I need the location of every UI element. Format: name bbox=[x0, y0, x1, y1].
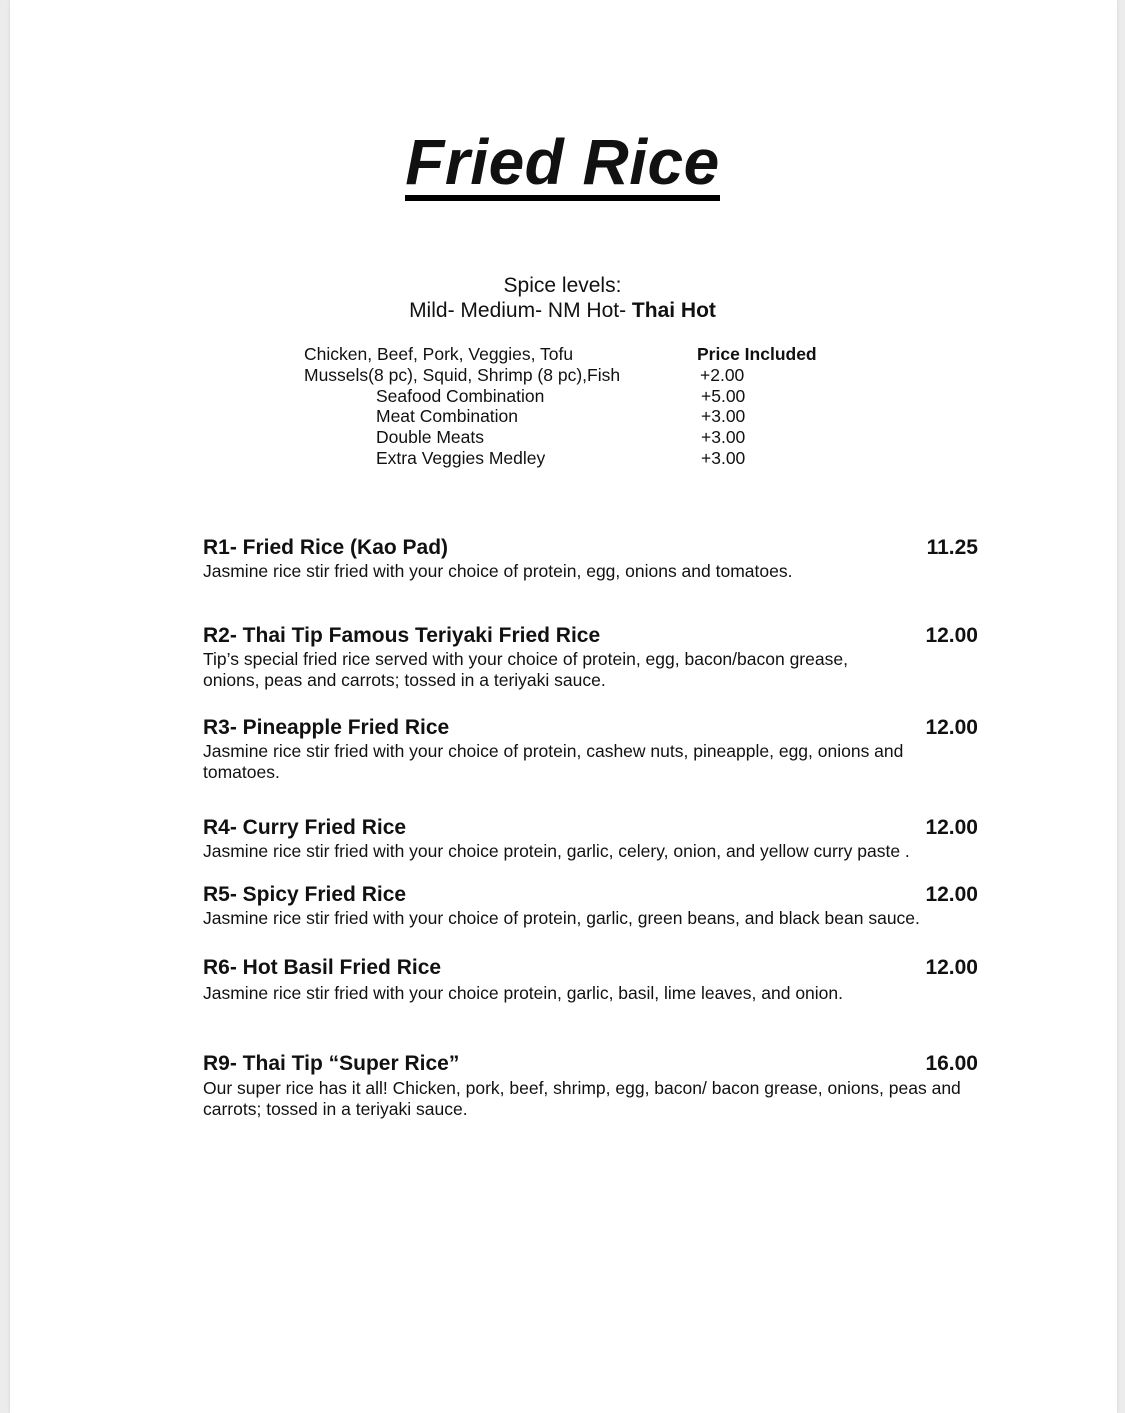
menu-item-price: 16.00 bbox=[925, 1052, 978, 1075]
menu-item-price: 12.00 bbox=[925, 716, 978, 739]
menu-item-description: Jasmine rice stir fried with your choice of protein, cashew nuts, pineapple, egg, onions and tomatoes. bbox=[203, 741, 904, 782]
spice-levels-regular: Mild- Medium- NM Hot- bbox=[409, 299, 632, 322]
menu-item bbox=[203, 882, 978, 929]
option-price: Price Included bbox=[697, 344, 817, 364]
menu-item-price: 11.25 bbox=[926, 536, 978, 559]
menu-item bbox=[203, 535, 978, 582]
menu-item-description: Our super rice has it all! Chicken, pork, beef, shrimp, egg, bacon/ bacon grease, onions, peas and carrots; tossed in a teriyaki sauce. bbox=[203, 1078, 961, 1119]
option-label: Double Meats bbox=[376, 427, 484, 447]
menu-page bbox=[10, 0, 1117, 1413]
menu-item-name: R6- Hot Basil Fried Rice bbox=[203, 956, 442, 979]
menu-item-name: R1- Fried Rice (Kao Pad) bbox=[203, 536, 449, 559]
option-price: +3.00 bbox=[701, 427, 746, 447]
menu-item-description: Jasmine rice stir fried with your choice of protein, garlic, green beans, and black bean sauce. bbox=[203, 908, 920, 928]
menu-item-name: R5- Spicy Fried Rice bbox=[203, 883, 407, 906]
option-price: +3.00 bbox=[701, 406, 746, 426]
option-label: Mussels(8 pc), Squid, Shrimp (8 pc),Fish bbox=[304, 365, 621, 385]
menu-item-description: Jasmine rice stir fried with your choice protein, garlic, celery, onion, and yellow curry paste . bbox=[203, 841, 910, 861]
menu-item-name: R4- Curry Fried Rice bbox=[203, 816, 407, 839]
option-label: Seafood Combination bbox=[376, 386, 545, 406]
menu-item-name: R2- Thai Tip Famous Teriyaki Fried Rice bbox=[203, 624, 601, 647]
menu-item-name: R9- Thai Tip “Super Rice” bbox=[203, 1052, 460, 1075]
option-label: Extra Veggies Medley bbox=[376, 448, 546, 468]
menu-item bbox=[203, 623, 978, 690]
menu-item-price: 12.00 bbox=[925, 883, 978, 906]
option-price: +5.00 bbox=[701, 386, 746, 406]
option-price: +2.00 bbox=[700, 365, 745, 385]
menu-item bbox=[203, 955, 978, 1004]
option-label: Chicken, Beef, Pork, Veggies, Tofu bbox=[304, 344, 574, 364]
menu-item-description: Jasmine rice stir fried with your choice of protein, egg, onions and tomatoes. bbox=[203, 561, 793, 581]
spice-levels-heading: Spice levels: bbox=[503, 274, 622, 297]
menu-item-description: Jasmine rice stir fried with your choice protein, garlic, basil, lime leaves, and onion. bbox=[203, 983, 844, 1003]
page-title bbox=[0, 124, 1125, 201]
option-label: Meat Combination bbox=[376, 406, 519, 426]
menu-item-price: 12.00 bbox=[925, 816, 978, 839]
spice-levels-list bbox=[0, 298, 1125, 323]
menu-item-price: 12.00 bbox=[925, 956, 978, 979]
menu-item-description: Tip’s special fried rice served with your choice of protein, egg, bacon/bacon grease, onions, peas and carrots; tossed in a teriyaki sauce. bbox=[203, 649, 848, 690]
menu-item bbox=[203, 815, 978, 862]
page-title-text: Fried Rice bbox=[405, 131, 719, 201]
menu-item bbox=[203, 1051, 978, 1119]
menu-item-price: 12.00 bbox=[925, 624, 978, 647]
menu-item bbox=[203, 715, 978, 782]
spice-levels-hottest: Thai Hot bbox=[631, 299, 716, 322]
menu-item-name: R3- Pineapple Fried Rice bbox=[203, 716, 450, 739]
option-price: +3.00 bbox=[701, 448, 746, 468]
